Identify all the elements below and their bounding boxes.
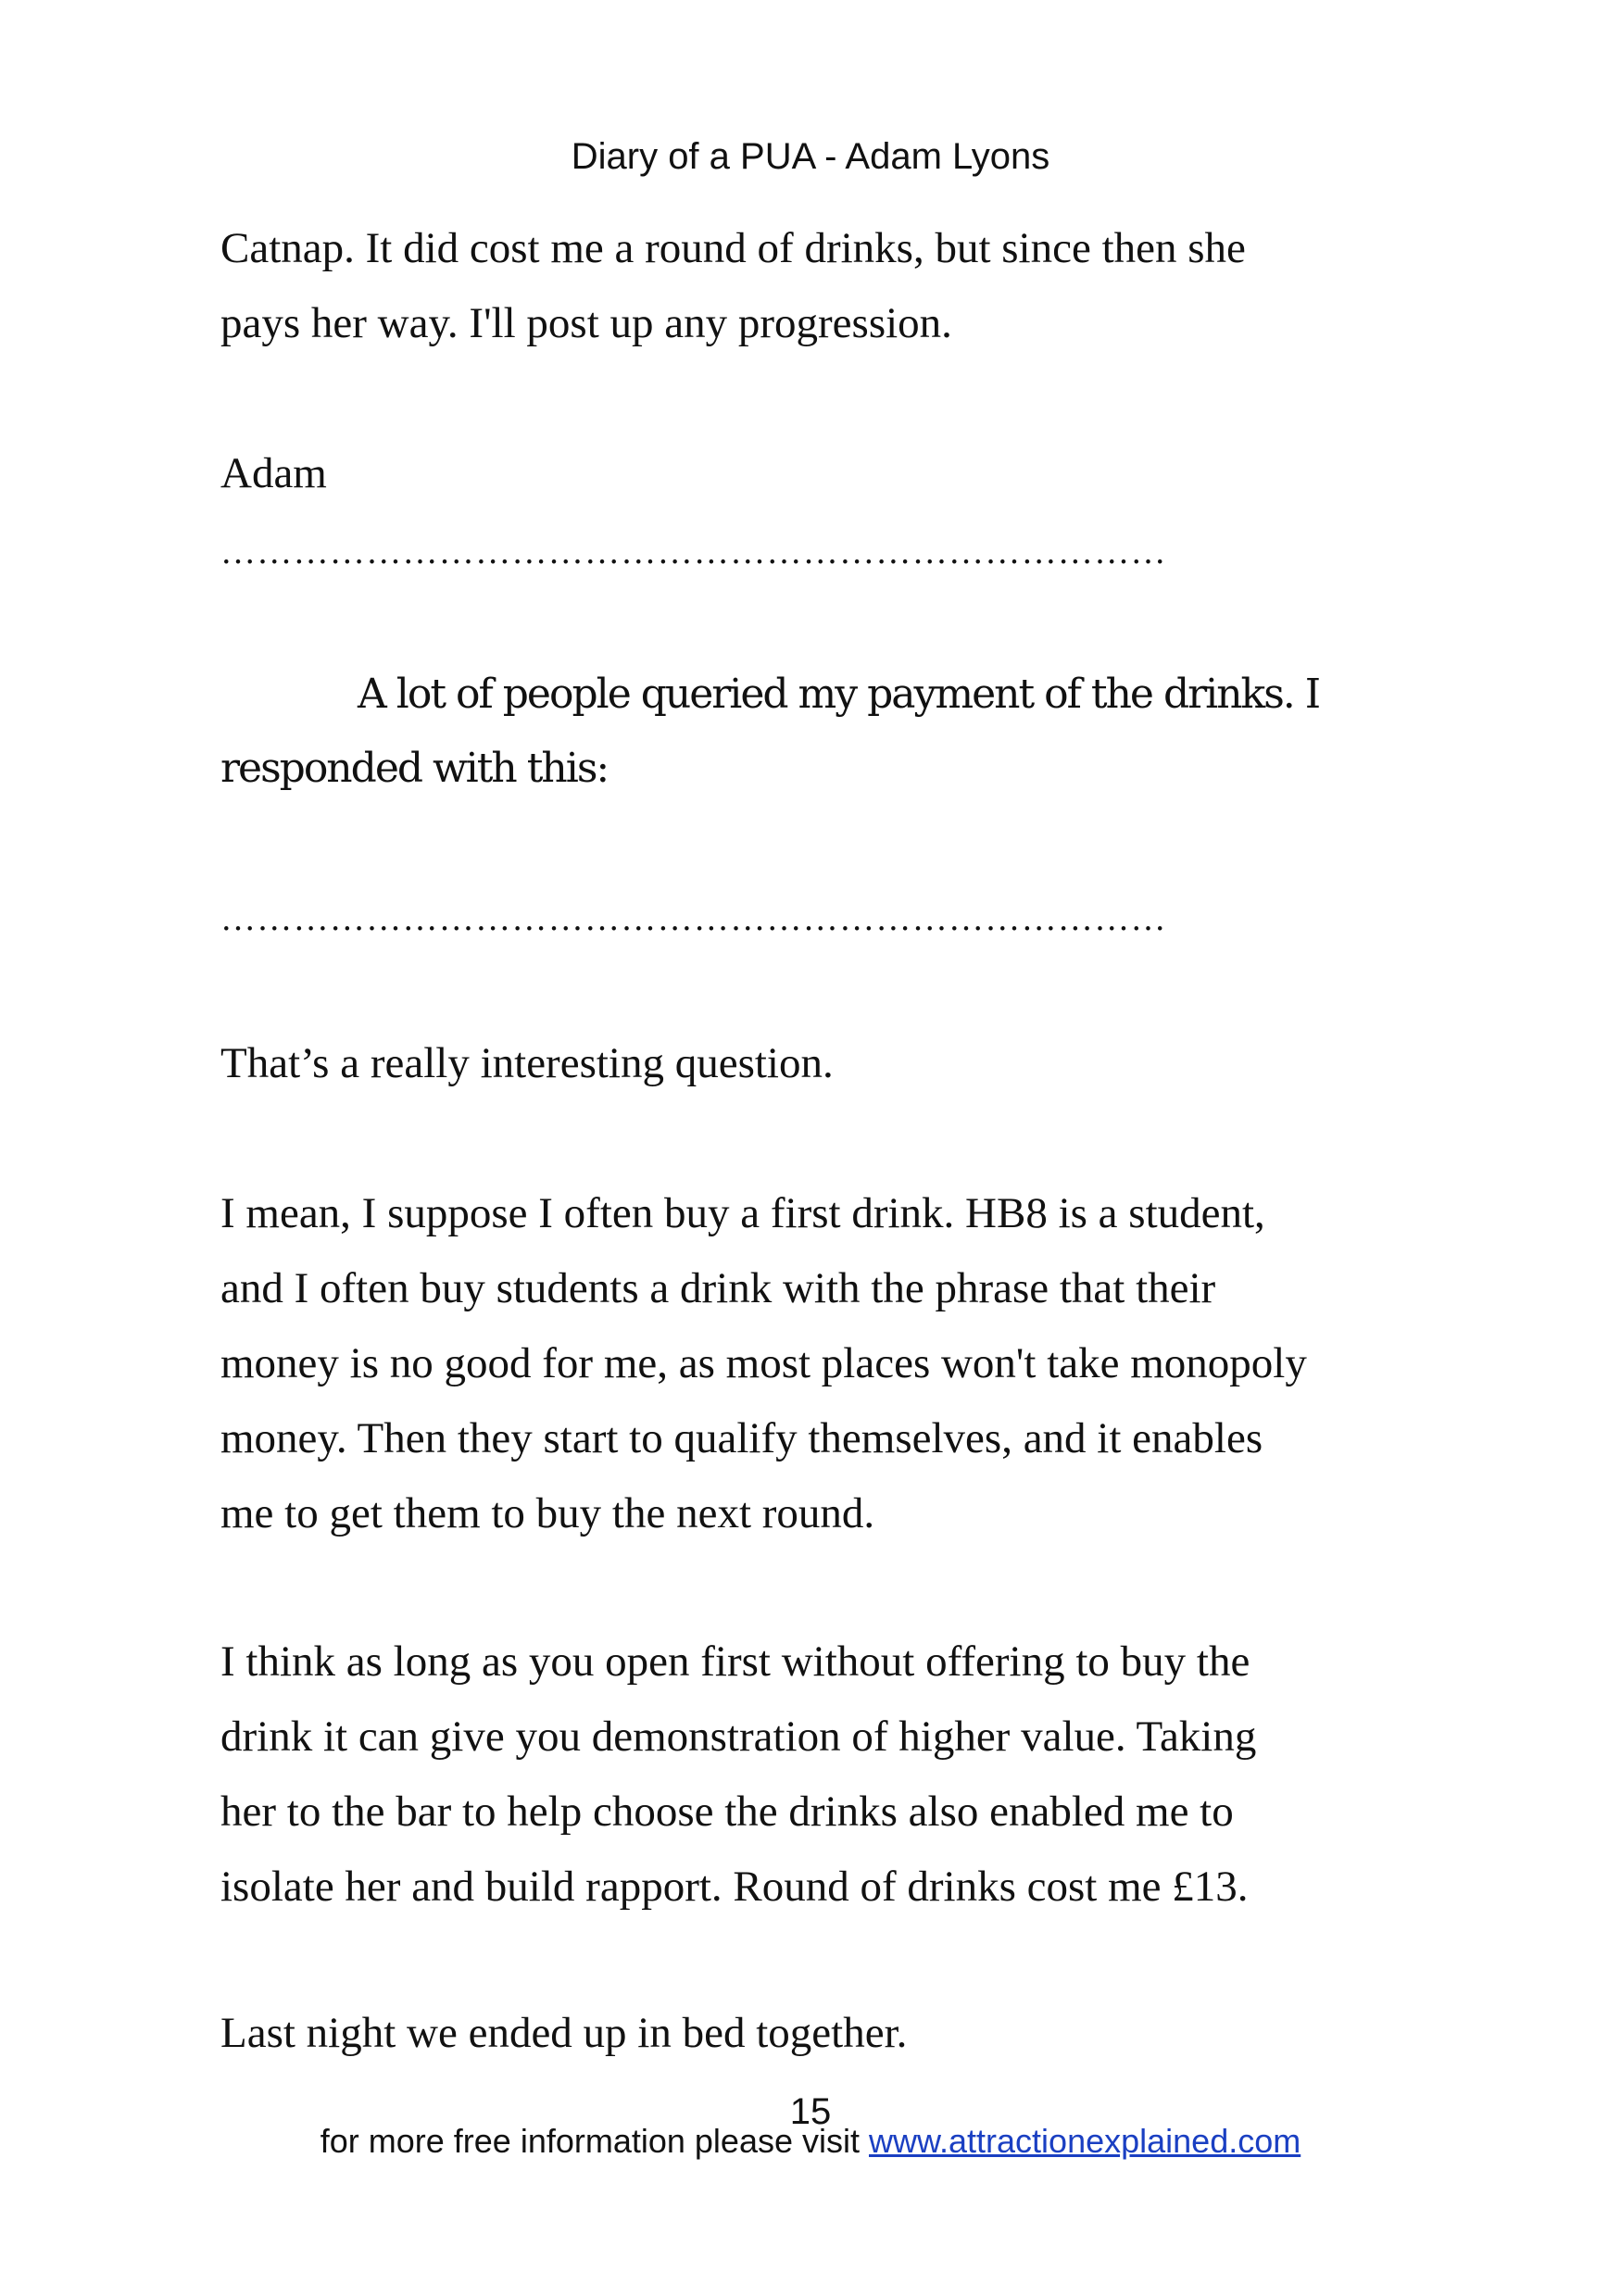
footer-prefix: for more free information please visit <box>320 2122 869 2160</box>
separator-text: …………………………………………………………………… <box>220 533 1167 571</box>
footer-website-link[interactable]: www.attractionexplained.com <box>869 2122 1301 2160</box>
closing-text: Last night we ended up in bed together. <box>220 2009 908 2057</box>
question-line <box>220 1026 1406 1101</box>
signature <box>220 436 1406 511</box>
paragraph-line: I mean, I suppose I often buy a first drink. HB8 is a student, <box>220 1189 1265 1237</box>
header-title: Diary of a PUA - Adam Lyons <box>571 136 1050 177</box>
dotted-separator <box>220 898 1388 939</box>
paragraph-line: money is no good for me, as most places won't take monopoly <box>220 1339 1307 1387</box>
queried-line: responded with this: <box>220 745 609 792</box>
page-footer <box>0 2121 1621 2162</box>
paragraph-first-drink <box>220 1176 1406 1551</box>
signature-text: Adam <box>220 449 327 497</box>
page-header <box>0 134 1621 179</box>
paragraph-line: and I often buy students a drink with the phrase that their <box>220 1264 1216 1312</box>
paragraph-line: I think as long as you open first without offering to buy the <box>220 1637 1250 1686</box>
paragraph-higher-value <box>220 1625 1406 1925</box>
paragraph-line: money. Then they start to qualify themselves, and it enables <box>220 1414 1263 1462</box>
queried-line: A lot of people queried my payment of the drinks. I <box>358 671 1320 718</box>
queried-paragraph <box>220 658 1425 806</box>
paragraph-line: drink it can give you demonstration of higher value. Taking <box>220 1713 1257 1761</box>
separator-text: …………………………………………………………………… <box>220 899 1167 938</box>
closing-line <box>220 1996 1406 2071</box>
opening-paragraph <box>220 211 1406 361</box>
paragraph-line: me to get them to buy the next round. <box>220 1489 875 1537</box>
opening-line: pays her way. I'll post up any progression. <box>220 299 952 347</box>
dotted-separator <box>220 532 1388 572</box>
page-number-text: 15 <box>789 2091 832 2132</box>
paragraph-line: isolate her and build rapport. Round of drinks cost me £13. <box>220 1863 1249 1911</box>
opening-line: Catnap. It did cost me a round of drinks, but since then she <box>220 224 1246 272</box>
paragraph-line: her to the bar to help choose the drinks also enabled me to <box>220 1788 1234 1836</box>
question-text: That’s a really interesting question. <box>220 1039 834 1087</box>
